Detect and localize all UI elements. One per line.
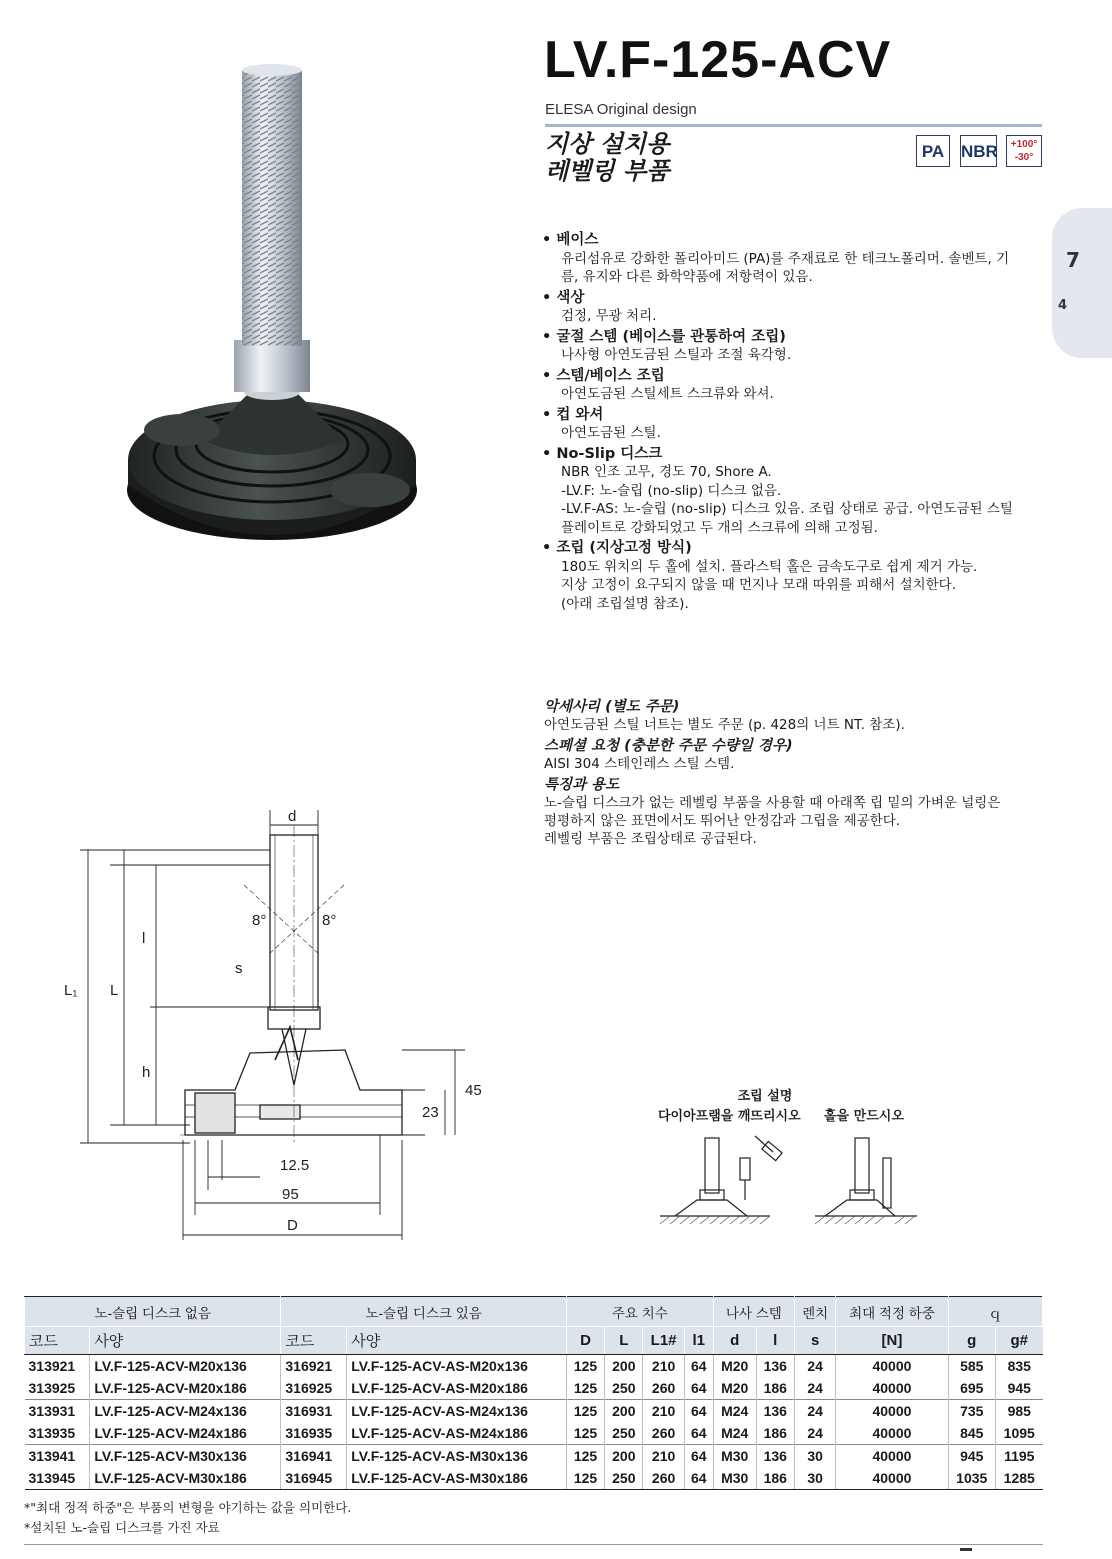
table-cell: 30 bbox=[794, 1467, 836, 1490]
special-request-text: AISI 304 스테인레스 스틸 스템. bbox=[544, 756, 735, 772]
title-rule bbox=[545, 124, 1042, 127]
product-name bbox=[545, 131, 669, 185]
table-sub-header bbox=[25, 1327, 1043, 1355]
col-g-as: g# bbox=[996, 1327, 1043, 1355]
table-cell: LV.F-125-ACV-AS-M24x186 bbox=[347, 1422, 567, 1445]
table-cell: M30 bbox=[713, 1445, 756, 1468]
table-cell: 1285 bbox=[996, 1467, 1043, 1490]
table-cell: 64 bbox=[684, 1422, 713, 1445]
col-s: s bbox=[794, 1327, 836, 1355]
feature-item: • 스템/베이스 조립 아연도금된 스틸세트 스크류와 와셔. bbox=[542, 367, 1042, 404]
table-cell: 125 bbox=[566, 1445, 604, 1468]
feature-list bbox=[542, 231, 1042, 615]
material-badge-pa: PA bbox=[916, 135, 950, 167]
footer-mark bbox=[960, 1548, 972, 1551]
table-cell: 30 bbox=[794, 1445, 836, 1468]
table-cell: M24 bbox=[713, 1422, 756, 1445]
chapter-number: 7 bbox=[1066, 248, 1080, 272]
table-cell: 316921 bbox=[281, 1355, 347, 1378]
features-use-heading: 특징과 용도 bbox=[544, 777, 620, 793]
col-l1: l1 bbox=[684, 1327, 713, 1355]
product-code-title: LV.F-125-ACV bbox=[544, 31, 892, 89]
table-cell: 24 bbox=[794, 1377, 836, 1400]
table-cell: 945 bbox=[996, 1377, 1043, 1400]
col-group-main-dims: 주요 치수 bbox=[566, 1297, 713, 1327]
dim-45: 45 bbox=[465, 1082, 482, 1099]
col-code-as: 코드 bbox=[281, 1327, 347, 1355]
table-cell: 313945 bbox=[25, 1467, 90, 1490]
table-cell: 40000 bbox=[836, 1422, 948, 1445]
table-cell: 316931 bbox=[281, 1400, 347, 1423]
spec-table bbox=[24, 1296, 1043, 1490]
table-cell: 835 bbox=[996, 1355, 1043, 1378]
table-cell: 313941 bbox=[25, 1445, 90, 1468]
table-cell: 1095 bbox=[996, 1422, 1043, 1445]
special-request-heading: 스페셜 요청 (충분한 주문 수량일 경우) bbox=[544, 738, 793, 754]
table-cell: LV.F-125-ACV-AS-M30x136 bbox=[347, 1445, 567, 1468]
table-cell: 1035 bbox=[948, 1467, 996, 1490]
table-cell: 250 bbox=[605, 1377, 643, 1400]
table-cell: LV.F-125-ACV-M30x186 bbox=[90, 1467, 281, 1490]
assembly-instructions bbox=[640, 1080, 940, 1260]
dim-d: d bbox=[288, 808, 297, 825]
table-cell: M30 bbox=[713, 1467, 756, 1490]
table-row bbox=[25, 1400, 1043, 1423]
dim-angle-left: 8° bbox=[252, 912, 267, 929]
table-row bbox=[25, 1445, 1043, 1468]
table-cell: 250 bbox=[605, 1467, 643, 1490]
footer-rule bbox=[24, 1544, 1043, 1545]
table-cell: 136 bbox=[756, 1445, 794, 1468]
table-cell: 200 bbox=[605, 1355, 643, 1378]
table-cell: 316941 bbox=[281, 1445, 347, 1468]
dim-23: 23 bbox=[422, 1104, 439, 1121]
table-cell: 40000 bbox=[836, 1400, 948, 1423]
assembly-title: 조립 설명 bbox=[737, 1089, 793, 1104]
table-cell: 985 bbox=[996, 1400, 1043, 1423]
table-row bbox=[25, 1467, 1043, 1490]
col-g: g bbox=[948, 1327, 996, 1355]
table-cell: 260 bbox=[643, 1377, 684, 1400]
dim-D: D bbox=[287, 1217, 298, 1234]
table-cell: 64 bbox=[684, 1445, 713, 1468]
assembly-illustration bbox=[655, 1128, 920, 1248]
dim-L1: L₁ bbox=[64, 982, 78, 999]
table-cell: 260 bbox=[643, 1422, 684, 1445]
temperature-badge bbox=[1006, 135, 1042, 167]
temp-low: -30° bbox=[1014, 152, 1034, 163]
dim-12-5: 12.5 bbox=[280, 1157, 310, 1174]
dim-L: L bbox=[110, 982, 119, 999]
table-cell: 24 bbox=[794, 1400, 836, 1423]
table-cell: 313921 bbox=[28, 1358, 76, 1374]
feature-item: • 굴절 스템 (베이스를 관통하여 조립) 나사형 아연도금된 스틸과 조절 육각형. bbox=[542, 328, 1042, 365]
table-cell: 64 bbox=[684, 1355, 713, 1378]
feature-item: • 베이스 유리섬유로 강화한 폴리아미드 (PA)를 주재료로 한 테크노폴리머. 솔벤트, 기 름, 유지와 다른 화학약품에 저항력이 있음. bbox=[542, 231, 1042, 287]
col-group-thread-stem: 나사 스템 bbox=[713, 1297, 794, 1327]
table-cell: 186 bbox=[756, 1467, 794, 1490]
col-D: D bbox=[566, 1327, 604, 1355]
table-cell: 845 bbox=[948, 1422, 996, 1445]
dim-95: 95 bbox=[282, 1186, 299, 1203]
table-cell: 64 bbox=[684, 1467, 713, 1490]
table-cell: 40000 bbox=[836, 1467, 948, 1490]
technical-drawing bbox=[50, 795, 510, 1255]
feature-item: • No-Slip 디스크 NBR 인조 고무, 경도 70, Shore A. -LV.F: 노-슬립 (no-slip) 디스크 없음. -LV.F-AS: 노-슬립 (no-slip) 디스크 있음. 조립 상태로 공급. 아연도금된 스틸 플레이트로 강화되었고 두 개의 스크류에 의해 고정됨. bbox=[542, 445, 1042, 538]
table-cell: 316935 bbox=[281, 1422, 347, 1445]
origin-subtitle: ELESA Original design bbox=[545, 101, 697, 118]
table-cell: M20 bbox=[713, 1377, 756, 1400]
feature-item: • 색상 검정, 무광 처리. bbox=[542, 289, 1042, 326]
col-d: d bbox=[713, 1327, 756, 1355]
table-cell: 585 bbox=[948, 1355, 996, 1378]
extras-section bbox=[544, 695, 1044, 848]
table-cell: 313931 bbox=[25, 1400, 90, 1423]
table-cell: 125 bbox=[566, 1355, 604, 1378]
col-group-wrench: 렌치 bbox=[794, 1297, 836, 1327]
product-name-line2: 레벨링 부품 bbox=[545, 157, 670, 185]
product-name-line1: 지상 설치용 bbox=[545, 130, 670, 158]
table-group-header bbox=[25, 1297, 1043, 1327]
table-cell: 316945 bbox=[281, 1467, 347, 1490]
table-cell: 186 bbox=[756, 1377, 794, 1400]
table-cell: LV.F-125-ACV-AS-M20x136 bbox=[347, 1355, 567, 1378]
features-use-text: 노-슬립 디스크가 없는 레벨링 부품을 사용할 때 아래쪽 립 밑의 가벼운 널링은 평평하지 않은 표면에서도 뛰어난 안정감과 그립을 제공한다. 레벨링 부품은 조립상태로 공급된다. bbox=[544, 795, 1001, 847]
table-cell: 695 bbox=[948, 1377, 996, 1400]
table-cell: 125 bbox=[566, 1377, 604, 1400]
table-cell: 210 bbox=[643, 1400, 684, 1423]
assembly-step1: 다이아프램을 깨뜨리시오 bbox=[658, 1109, 801, 1124]
table-cell: 40000 bbox=[836, 1445, 948, 1468]
table-cell: LV.F-125-ACV-AS-M24x136 bbox=[347, 1400, 567, 1423]
table-cell: 260 bbox=[643, 1467, 684, 1490]
feature-item: • 조립 (지상고정 방식) 180도 위치의 두 홀에 설치. 플라스틱 홀은 금속도구로 쉽게 제거 가능. 지상 고정이 요구되지 않을 때 먼지나 모래 따위를 피해서 설치한다. (아래 조립설명 참조). bbox=[542, 539, 1042, 613]
table-cell: 210 bbox=[643, 1445, 684, 1468]
table-cell: 945 bbox=[948, 1445, 996, 1468]
dim-angle-right: 8° bbox=[322, 912, 337, 929]
table-cell: 1195 bbox=[996, 1445, 1043, 1468]
col-l: l bbox=[756, 1327, 794, 1355]
accessories-heading: 악세사리 (별도 주문) bbox=[544, 699, 680, 715]
chapter-page: 4 bbox=[1058, 298, 1068, 313]
table-cell: LV.F-125-ACV-M24x186 bbox=[90, 1422, 281, 1445]
accessories-text: 아연도금된 스틸 너트는 별도 주문 (p. 428의 너트 NT. 참조). bbox=[544, 717, 905, 733]
table-row bbox=[25, 1422, 1043, 1445]
col-spec-as: 사양 bbox=[347, 1327, 567, 1355]
table-cell: 136 bbox=[756, 1355, 794, 1378]
table-row bbox=[25, 1355, 1043, 1378]
assembly-step2: 홀을 만드시오 bbox=[824, 1109, 904, 1124]
table-cell: 313925 bbox=[28, 1380, 76, 1396]
table-cell: 186 bbox=[756, 1422, 794, 1445]
col-group-with-disc: 노-슬립 디스크 있음 bbox=[281, 1297, 567, 1327]
footnotes bbox=[24, 1498, 351, 1538]
table-cell: M24 bbox=[713, 1400, 756, 1423]
footnote-1: *"최대 정적 하중"은 부품의 변형을 야기하는 값을 의미한다. bbox=[24, 1500, 352, 1515]
table-cell: 40000 bbox=[836, 1355, 948, 1378]
table-body bbox=[25, 1355, 1043, 1490]
col-L: L bbox=[605, 1327, 643, 1355]
table-cell: 125 bbox=[566, 1400, 604, 1423]
temp-high: +100° bbox=[1010, 139, 1038, 150]
table-cell: LV.F-125-ACV-AS-M20x186 bbox=[347, 1377, 567, 1400]
product-photo bbox=[100, 40, 460, 580]
table-row bbox=[25, 1377, 1043, 1400]
col-group-max-load: 최대 적정 하중 bbox=[836, 1297, 948, 1327]
table-cell: 64 bbox=[684, 1377, 713, 1400]
table-cell: 200 bbox=[605, 1400, 643, 1423]
table-cell: 735 bbox=[948, 1400, 996, 1423]
col-load: [N] bbox=[836, 1327, 948, 1355]
col-group-without-disc: 노-슬립 디스크 없음 bbox=[25, 1297, 281, 1327]
feature-item: • 컵 와셔 아연도금된 스틸. bbox=[542, 406, 1042, 443]
table-cell: 316925 bbox=[281, 1377, 347, 1400]
table-cell: LV.F-125-ACV-M24x136 bbox=[90, 1400, 281, 1423]
table-cell: 40000 bbox=[836, 1377, 948, 1400]
table-cell: LV.F-125-ACV-AS-M30x186 bbox=[347, 1467, 567, 1490]
table-cell: 24 bbox=[794, 1422, 836, 1445]
dim-l: l bbox=[142, 930, 146, 947]
table-cell: 313935 bbox=[28, 1425, 76, 1441]
col-spec: 사양 bbox=[90, 1327, 281, 1355]
col-code: 코드 bbox=[25, 1327, 90, 1355]
table-cell: 136 bbox=[756, 1400, 794, 1423]
table-cell: 200 bbox=[605, 1445, 643, 1468]
table-cell: LV.F-125-ACV-M20x186 bbox=[90, 1377, 281, 1400]
dim-h: h bbox=[142, 1064, 151, 1081]
material-badge-nbr: NBR bbox=[960, 135, 997, 167]
col-L1: L1# bbox=[643, 1327, 684, 1355]
table-cell: LV.F-125-ACV-M20x136 bbox=[90, 1355, 281, 1378]
footnote-2: *설치된 노-슬립 디스크를 가진 자료 bbox=[24, 1520, 220, 1535]
table-cell: 210 bbox=[643, 1355, 684, 1378]
chapter-side-tab bbox=[1052, 208, 1112, 358]
dim-s: s bbox=[235, 960, 243, 977]
table-cell: LV.F-125-ACV-M30x136 bbox=[90, 1445, 281, 1468]
table-cell: 125 bbox=[566, 1467, 604, 1490]
col-group-weight: ｑ bbox=[948, 1297, 1043, 1327]
table-cell: 64 bbox=[684, 1400, 713, 1423]
table-cell: M20 bbox=[713, 1355, 756, 1378]
table-cell: 24 bbox=[794, 1355, 836, 1378]
table-cell: 125 bbox=[566, 1422, 604, 1445]
table-cell: 250 bbox=[605, 1422, 643, 1445]
